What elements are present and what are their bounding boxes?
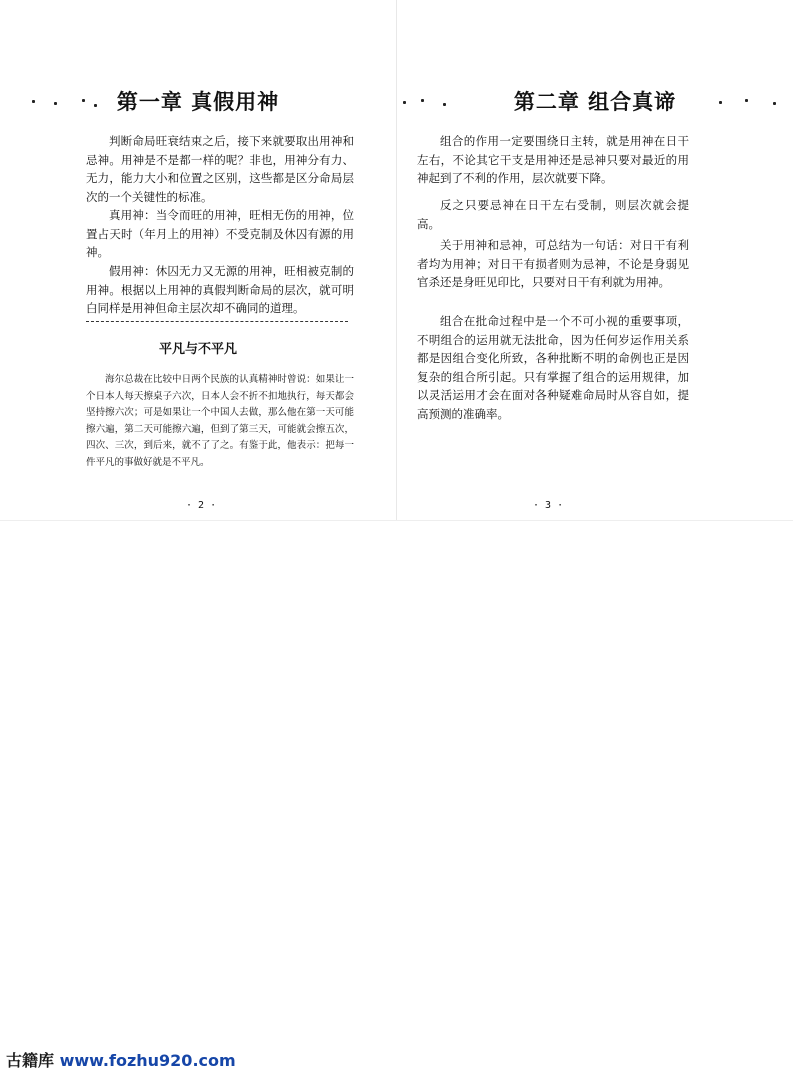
page-number: · 2 · — [186, 500, 217, 511]
site-url: www.fozhu920.com — [59, 1051, 236, 1070]
story-paragraph: 海尔总裁在比较中日两个民族的认真精神时曾说：如果让一个日本人每天擦桌子六次，日本人会不折不扣地执行，每天都会坚持擦六次；可是如果让一个中国人去做，那么他在第一天可能擦六遍，第二天可能擦六遍，但到了第三天，可能就会擦五次，四次、三次，到后来，就不了了之。有鉴于此，他表示：把每一件平凡的事做好就是不平凡。 — [86, 374, 354, 468]
left-page — [0, 0, 396, 520]
paragraph-2: 反之只要忌神在日干左右受制，则层次就会提高。 — [417, 198, 689, 231]
page-number: · 3 · — [533, 500, 564, 511]
paragraph-4: 组合在批命过程中是一个不可小视的重要事项，不明组合的运用就无法批命，因为任何岁运作用关系都是因组合变化所致，各种批断不明的命例也正是因复杂的组合所引起。只有掌握了组合的运用规律，加以灵活运用才会在面对各种疑难命局时从容自如，提高预测的准确率。 — [417, 314, 689, 421]
watermark-bar — [0, 520, 793, 1070]
paragraph-1: 判断命局旺衰结束之后，接下来就要取出用神和忌神。用神是不是都一样的呢？非也，用神分有力、无力，能力大小和位置之区别，这些都是区分命局层次的一个关键性的标准。 — [86, 134, 354, 204]
site-name: 古籍库 — [6, 1051, 55, 1070]
paragraph-3: 假用神：休囚无力又无源的用神，旺相被克制的用神。根据以上用神的真假判断命局的层次，就可明白同样是用神但命主层次却不确同的道理。 — [86, 264, 354, 315]
section-title: 平凡与不平凡 — [158, 342, 237, 357]
watermark — [6, 1048, 236, 1071]
chapter-title: 第一章 真假用神 — [116, 90, 280, 114]
paragraph-1: 组合的作用一定要围绕日主转，就是用神在日干左右，不论其它干支是用神还是忌神只要对最近的用神起到了不利的作用，层次就要下降。 — [417, 134, 689, 185]
right-page — [397, 0, 793, 520]
dashed-divider — [86, 321, 348, 322]
paragraph-3: 关于用神和忌神，可总结为一句话：对日干有利者均为用神；对日干有损者则为忌神，不论是身弱见官杀还是身旺见印比，只要对日干有利就为用神。 — [417, 238, 689, 289]
chapter-title: 第二章 组合真谛 — [513, 90, 677, 114]
paragraph-2: 真用神：当令而旺的用神，旺相无伤的用神，位置占天时（年月上的用神）不受克制及休囚有源的用神。 — [86, 208, 354, 259]
